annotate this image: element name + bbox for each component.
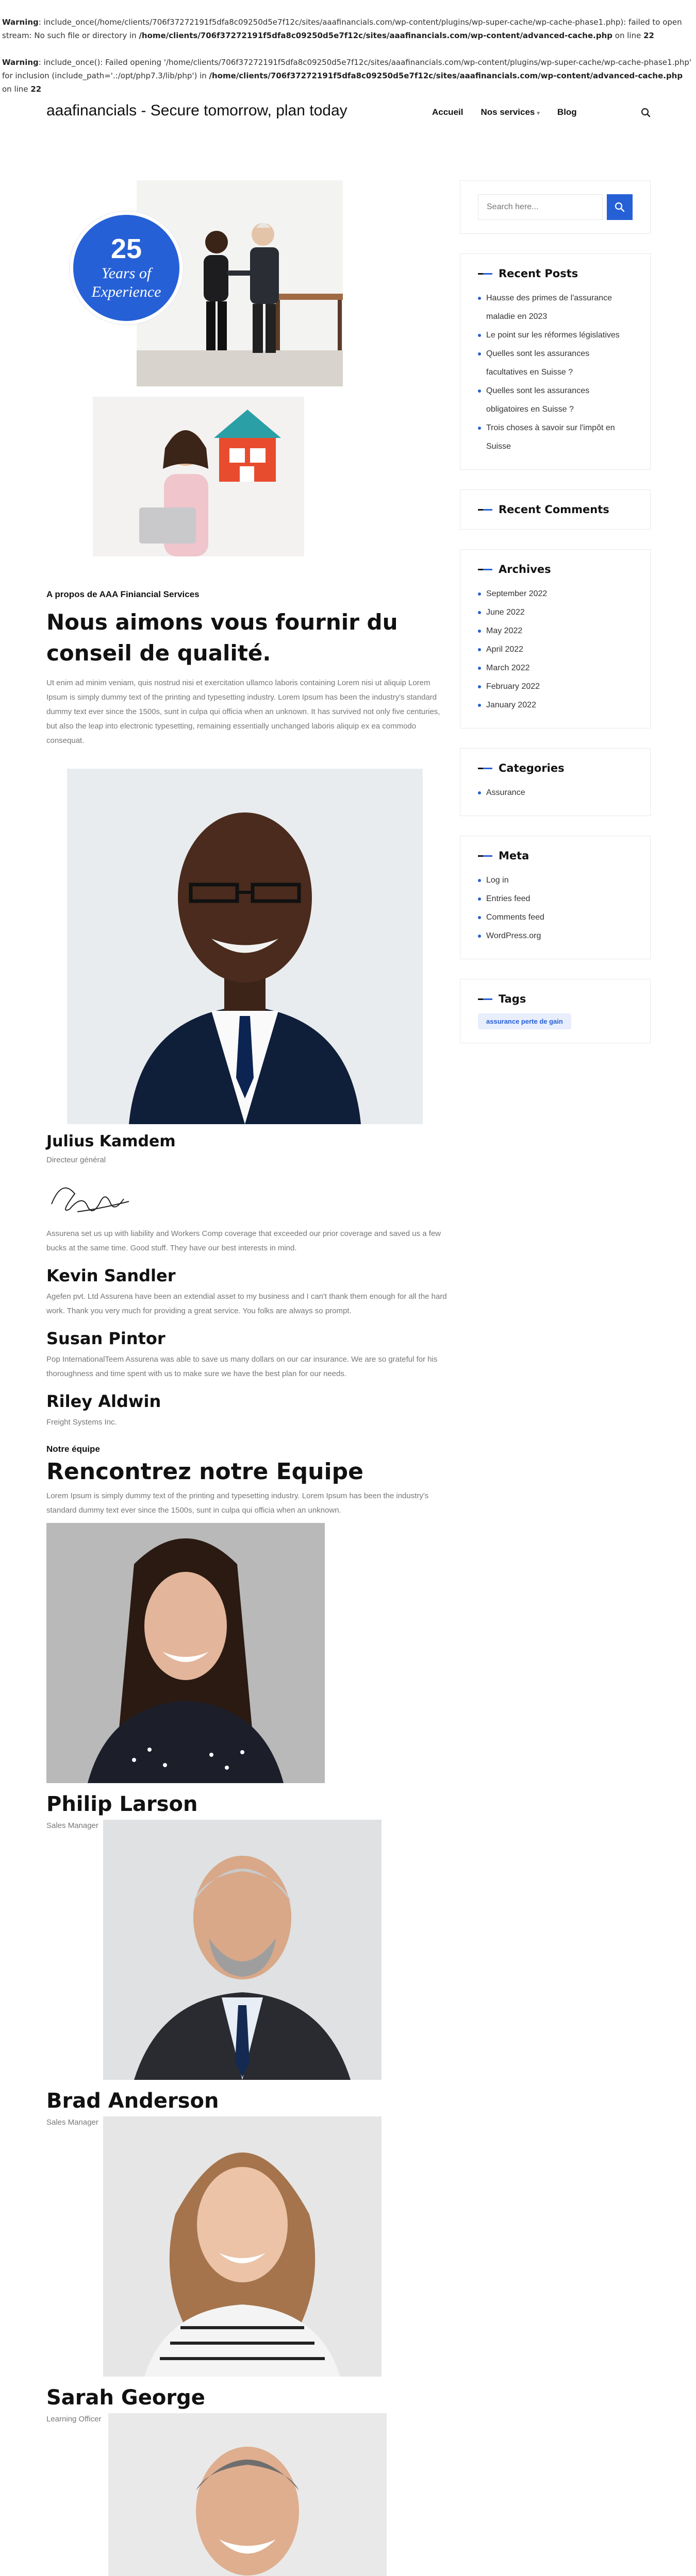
recent-comments-widget	[460, 489, 651, 530]
list-item	[478, 603, 633, 622]
team-member-photo	[103, 1820, 382, 2080]
chevron-down-icon: ▾	[537, 110, 540, 116]
about-title: Nous aimons vous fournir du conseil de qualité.	[46, 609, 398, 666]
team-member-role: Sales Manager	[46, 2118, 98, 2127]
list-item	[478, 326, 633, 345]
archive-link[interactable]: April 2022	[486, 645, 524, 654]
list-item	[478, 927, 633, 945]
archive-link[interactable]: May 2022	[486, 626, 523, 635]
archive-link[interactable]: March 2022	[486, 664, 530, 672]
archive-link[interactable]: February 2022	[486, 682, 540, 691]
widget-title: Tags	[499, 993, 526, 1005]
recent-post-link[interactable]: Hausse des primes de l'assurance maladie en 2023	[486, 294, 612, 321]
team-member-photo	[46, 1523, 325, 1783]
warning-label: Warning	[2, 58, 39, 67]
list-item	[478, 585, 633, 603]
list-item	[478, 784, 633, 802]
list-item	[478, 382, 633, 419]
list-item	[478, 659, 633, 677]
title-accent-bar	[478, 569, 492, 570]
testimonial-text: Agefen pvt. Ltd Assurena have been an extendial asset to my business and I can't thank them enough for all the hard work. Thank you very much for providing a great service. You folks are always so prompt.	[46, 1292, 447, 1315]
list-item	[478, 696, 633, 715]
nav-item-accueil[interactable]: Accueil	[432, 107, 463, 117]
list-item	[478, 871, 633, 890]
experience-badge	[70, 211, 183, 325]
about-eyebrow: A propos de AAA Finiancial Services	[46, 589, 200, 599]
title-accent-bar	[478, 273, 492, 275]
tags-widget	[460, 979, 651, 1043]
team-paragraph: Lorem Ipsum is simply dummy text of the printing and typesetting industry. Lorem Ipsum has been the industry's standard dummy text ever since the 1500s, sunt in culpa qui officia when an unknown.	[46, 1492, 429, 1515]
list-item	[478, 419, 633, 456]
archives-widget	[460, 549, 651, 728]
testimonial-text: Pop InternationalTeem Assurena was able to save us many dollars on our car insurance. We are so grateful for his thoroughness and time spent with us to make sure we have the best plan for our needs.	[46, 1355, 438, 1378]
title-accent-bar	[478, 768, 492, 769]
team-title: Rencontrez notre Equipe	[46, 1459, 363, 1485]
team-eyebrow: Notre équipe	[46, 1444, 100, 1454]
testimonial-name: Kevin Sandler	[46, 1266, 176, 1285]
team-member-photo	[108, 2413, 387, 2576]
widget-title: Recent Comments	[499, 503, 609, 516]
categories-widget	[460, 748, 651, 816]
site-header	[0, 93, 696, 134]
meta-link[interactable]: Log in	[486, 876, 509, 885]
meta-widget	[460, 836, 651, 959]
meta-link[interactable]: Entries feed	[486, 894, 531, 903]
team-member-name: Brad Anderson	[46, 2089, 219, 2113]
widget-title: Categories	[499, 762, 565, 774]
list-item	[478, 289, 633, 326]
recent-posts-widget	[460, 253, 651, 470]
director-name: Julius Kamdem	[46, 1132, 176, 1150]
testimonial-name: Susan Pintor	[46, 1329, 165, 1348]
list-item	[478, 622, 633, 640]
warning-label: Warning	[2, 18, 39, 27]
team-member-role: Sales Manager	[46, 1821, 98, 1830]
sidebar-search-input[interactable]	[478, 194, 603, 220]
about-images	[46, 175, 449, 556]
experience-label-2: Experience	[91, 283, 161, 300]
recent-post-link[interactable]: Trois choses à savoir sur l'impôt en Suisse	[486, 423, 615, 451]
team-member-role: Learning Officer	[46, 2415, 102, 2424]
list-item	[478, 908, 633, 927]
recent-post-link[interactable]: Le point sur les réformes législatives	[486, 331, 620, 340]
director-role: Directeur général	[46, 1156, 106, 1164]
title-accent-bar	[478, 855, 492, 857]
signature-image	[46, 1176, 139, 1222]
recent-post-link[interactable]: Quelles sont les assurances facultatives en Suisse ?	[486, 349, 590, 377]
title-accent-bar	[478, 509, 492, 511]
sidebar	[460, 180, 651, 1063]
woman-with-house-photo	[93, 397, 304, 556]
meta-link[interactable]: WordPress.org	[486, 931, 541, 940]
archive-link[interactable]: June 2022	[486, 608, 525, 617]
list-item	[478, 890, 633, 908]
director-quote: Assurena set us up with liability and Workers Comp coverage that exceeded our prior coverage and saved us a few bucks at the same time. Good stuff. They have our best interests in mind.	[46, 1229, 441, 1252]
widget-title: Recent Posts	[499, 267, 578, 280]
recent-post-link[interactable]: Quelles sont les assurances obligatoires en Suisse ?	[486, 386, 590, 414]
director-portrait	[67, 769, 423, 1124]
nav-item-blog[interactable]: Blog	[557, 107, 577, 117]
about-paragraph: Ut enim ad minim veniam, quis nostrud nisi et exercitation ullamco laboris containing Lorem nisi ut aliquip Lorem Ipsum is simply dummy text of the printing and typesetting industry. Lorem Ipsum has been the industry's standard dummy text ever since the 1500s, sunt in culpa qui officia when an unknown. It has survived not only five centuries, but also the leap into electronic typesetting, remaining essentially unchanged laboris aliquip ex ea commodo consequat.	[46, 679, 440, 745]
warning-line-2: Warning: include_once(): Failed opening '/home/clients/706f37272191f5dfa8c09250d5e7f12c/sites/aaafinancials.com/wp-content/plugins/wp-super-cache/wp-cache-phase1.php' for inclusion (include_path='.:/opt/php7.3/lib/php') in /home/clients/706f37272191f5dfa8c09250d5e7f12c/sites/aaafinancials.com/wp-content/advanced-cache.php on line 22	[2, 58, 691, 94]
meta-link[interactable]: Comments feed	[486, 913, 544, 922]
experience-years: 25	[110, 233, 142, 264]
widget-title: Meta	[499, 850, 529, 862]
category-link[interactable]: Assurance	[486, 788, 525, 797]
archive-link[interactable]: September 2022	[486, 589, 548, 598]
team-member-name: Sarah George	[46, 2386, 205, 2410]
nav-item-nos-services[interactable]: Nos services ▾	[480, 107, 540, 117]
main-content	[46, 175, 449, 2576]
testimonial-name: Riley Aldwin	[46, 1392, 161, 1411]
main-nav	[432, 107, 577, 117]
warning-line-1: Warning: include_once(/home/clients/706f37272191f5dfa8c09250d5e7f12c/sites/aaafinancials.com/wp-content/plugins/wp-super-cache/wp-cache-phase1.php): failed to open stream: No such file or directory in /home/clients/706f37272191f5dfa8c09250d5e7f12c/sites/aaafinancials.com/wp-content/advanced-cache.php on line 22	[2, 18, 682, 40]
tag-link[interactable]: assurance perte de gain	[478, 1013, 571, 1029]
list-item	[478, 640, 633, 659]
team-member-photo	[103, 2116, 382, 2377]
search-icon	[614, 201, 625, 213]
search-widget	[460, 180, 651, 234]
archive-link[interactable]: January 2022	[486, 701, 536, 709]
list-item	[478, 345, 633, 382]
header-search-button[interactable]	[638, 105, 654, 121]
experience-label-1: Years of	[101, 265, 152, 282]
title-accent-bar	[478, 998, 492, 1000]
widget-title: Archives	[499, 563, 551, 575]
site-title-link[interactable]: aaafinancials - Secure tomorrow, plan today	[46, 102, 347, 119]
list-item	[478, 677, 633, 696]
team-member-name: Philip Larson	[46, 1792, 198, 1816]
testimonial-text: Freight Systems Inc.	[46, 1418, 117, 1427]
sidebar-search-button[interactable]	[607, 194, 633, 220]
search-icon	[638, 105, 654, 121]
